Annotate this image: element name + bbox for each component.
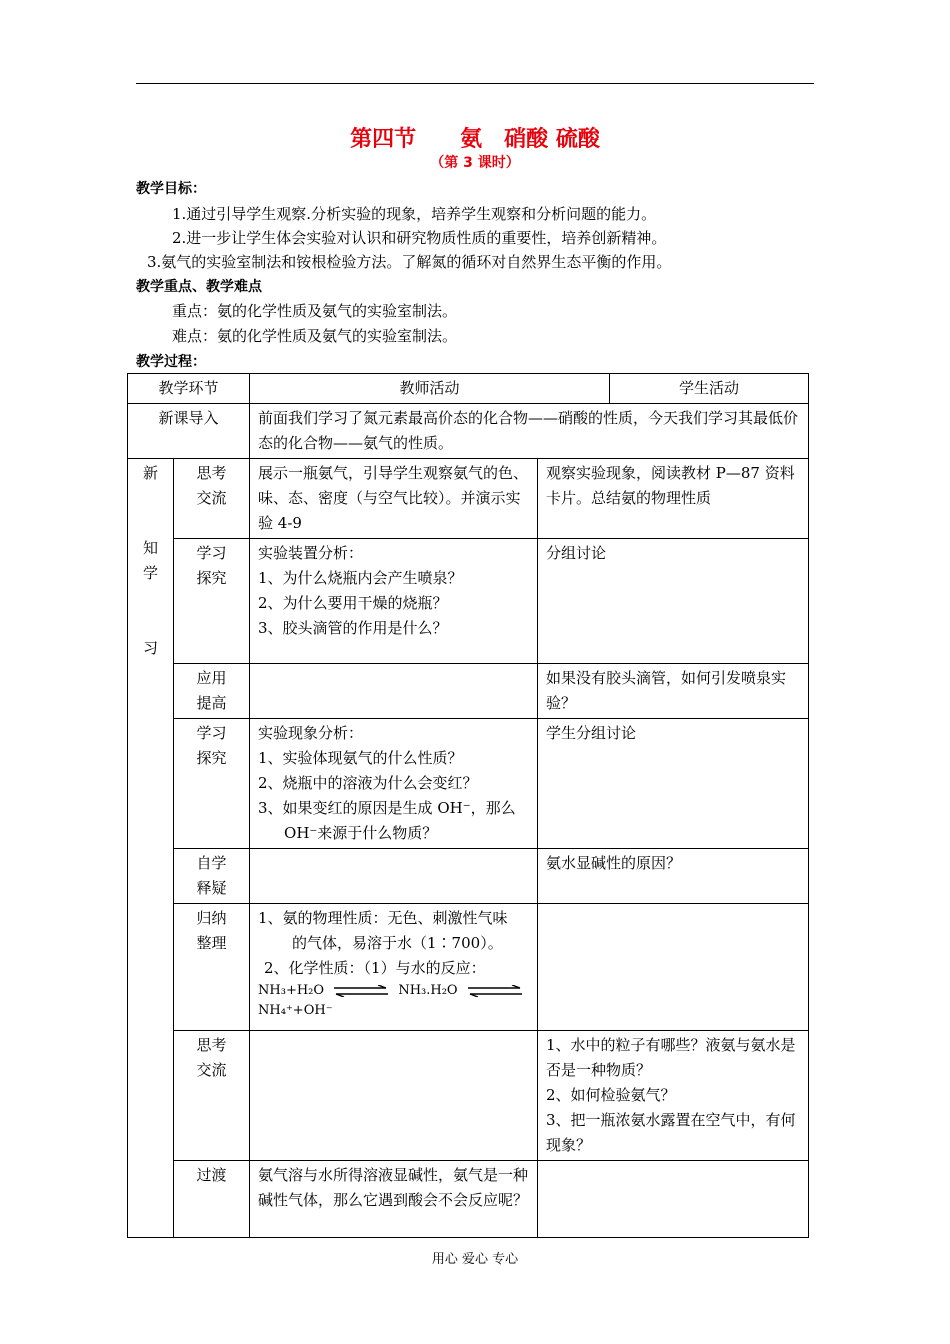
equilibrium-arrows-icon — [468, 985, 522, 997]
equilibrium-arrows-icon — [334, 985, 388, 997]
teacher-line: 2、为什么要用干燥的烧瓶？ — [258, 594, 448, 612]
stage-label: 应用 — [196, 669, 227, 687]
teacher-line: 2、烧瓶中的溶液为什么会变红？ — [258, 774, 478, 792]
focus-point: 重点：氨的化学性质及氨气的实验室制法。 — [172, 302, 458, 320]
table-row — [128, 1031, 809, 1161]
teacher-line: 实验装置分析： — [258, 544, 364, 562]
table-row — [128, 719, 809, 849]
student-cell — [538, 1031, 809, 1161]
page-footer: 用心 爱心 专心 — [431, 1252, 519, 1267]
section-char: 习 — [142, 639, 158, 657]
table-row — [128, 459, 809, 539]
teacher-line: 1、实验体现氨气的什么性质？ — [258, 749, 463, 767]
stage-label: 学习 — [196, 724, 227, 742]
stage-label: 自学 — [196, 854, 227, 872]
teacher-cell — [250, 719, 538, 849]
teacher-cell — [250, 664, 538, 719]
equation — [258, 981, 529, 1001]
stage-cell — [174, 904, 250, 1031]
table-header-row — [128, 374, 809, 404]
student-cell: 氨水显碱性的原因？ — [538, 849, 809, 904]
section-char: 新 — [142, 464, 158, 482]
stage-label: 学习 — [196, 544, 227, 562]
eq-mid: NH₃.H₂O — [398, 983, 458, 998]
eq-left: NH₃+H₂O — [258, 983, 325, 998]
table-row — [128, 1161, 809, 1238]
header-stage: 教学环节 — [128, 374, 250, 404]
lesson-table — [127, 373, 809, 1238]
summary-line: 的气体，易溶于水（1∶700）。 — [292, 934, 503, 952]
objective-2: 2.进一步让学生体会实验对认识和研究物质性质的重要性，培养创新精神。 — [172, 229, 667, 247]
stage-label: 交流 — [196, 489, 227, 507]
teacher-cell: 氨气溶与水所得溶液显碱性，氨气是一种碱性气体，那么它遇到酸会不会反应呢？ — [250, 1161, 538, 1238]
stage-label: 提高 — [196, 694, 227, 712]
stage-label: 整理 — [196, 934, 227, 952]
teacher-line: 1、为什么烧瓶内会产生喷泉？ — [258, 569, 463, 587]
stage-cell — [174, 719, 250, 849]
table-row — [128, 904, 809, 1031]
stage-label: 释疑 — [196, 879, 227, 897]
section-label — [128, 459, 174, 1238]
student-cell: 观察实验现象，阅读教材 P—87 资料卡片。总结氨的物理性质 — [538, 459, 809, 539]
stage-label: 归纳 — [196, 909, 227, 927]
intro-teacher: 前面我们学习了氮元素最高价态的化合物——硝酸的性质，今天我们学习其最低价态的化合物——氨气的性质。 — [250, 404, 809, 459]
student-line: 2、如何检验氨气？ — [546, 1086, 676, 1104]
stage-label: 探究 — [196, 569, 227, 587]
section-char: 知 — [142, 539, 158, 557]
table-row — [128, 664, 809, 719]
page-title: 第四节 氨 硝酸 硫酸 — [350, 127, 600, 152]
teacher-line: OH⁻来源于什么物质？ — [284, 824, 438, 842]
stage-label: 探究 — [196, 749, 227, 767]
table-row — [128, 849, 809, 904]
stage-label: 思考 — [196, 1036, 227, 1054]
objective-1: 1.通过引导学生观察.分析实验的现象，培养学生观察和分析问题的能力。 — [172, 205, 657, 223]
eq-right: NH₄⁺+OH⁻ — [258, 1003, 333, 1018]
header-student: 学生活动 — [610, 374, 809, 404]
student-cell — [538, 904, 809, 1031]
intro-row — [128, 404, 809, 459]
student-cell: 如果没有胶头滴管，如何引发喷泉实验？ — [538, 664, 809, 719]
teacher-cell — [250, 539, 538, 664]
teacher-cell — [250, 849, 538, 904]
teacher-cell: 展示一瓶氨气，引导学生观察氨气的色、味、态、密度（与空气比较）。并演示实验 4-9 — [250, 459, 538, 539]
header-rule — [136, 83, 814, 84]
stage-cell — [174, 1161, 250, 1238]
teacher-line: 3、如果变红的原因是生成 OH⁻，那么 — [258, 799, 516, 817]
stage-cell — [174, 1031, 250, 1161]
objective-3: 3.氨气的实验室制法和铵根检验方法。了解氮的循环对自然界生态平衡的作用。 — [147, 253, 672, 271]
page-subtitle: （第 3 课时） — [430, 155, 520, 171]
student-cell — [538, 1161, 809, 1238]
summary-line: 2、化学性质：（1）与水的反应： — [264, 959, 486, 977]
stage-cell — [174, 459, 250, 539]
teacher-line: 3、胶头滴管的作用是什么？ — [258, 619, 448, 637]
stage-cell — [174, 539, 250, 664]
teacher-cell — [250, 1031, 538, 1161]
intro-stage: 新课导入 — [128, 404, 250, 459]
table-row — [128, 539, 809, 664]
student-line: 3、把一瓶浓氨水露置在空气中，有何现象？ — [546, 1111, 796, 1154]
section-char: 学 — [142, 564, 158, 582]
summary-line: 1、氨的物理性质：无色、刺激性气味 — [258, 909, 508, 927]
difficult-point: 难点：氨的化学性质及氨气的实验室制法。 — [172, 327, 458, 345]
objectives-heading: 教学目标： — [136, 181, 206, 197]
header-teacher: 教师活动 — [250, 374, 610, 404]
focus-heading: 教学重点、教学难点 — [136, 279, 262, 295]
student-cell: 分组讨论 — [538, 539, 809, 664]
stage-label: 过渡 — [196, 1166, 227, 1184]
student-line: 1、水中的粒子有哪些？液氨与氨水是否是一种物质？ — [546, 1036, 796, 1079]
stage-cell — [174, 664, 250, 719]
teacher-cell — [250, 904, 538, 1031]
process-heading: 教学过程： — [136, 354, 206, 370]
stage-label: 交流 — [196, 1061, 227, 1079]
student-cell: 学生分组讨论 — [538, 719, 809, 849]
stage-label: 思考 — [196, 464, 227, 482]
stage-cell — [174, 849, 250, 904]
teacher-line: 实验现象分析： — [258, 724, 364, 742]
